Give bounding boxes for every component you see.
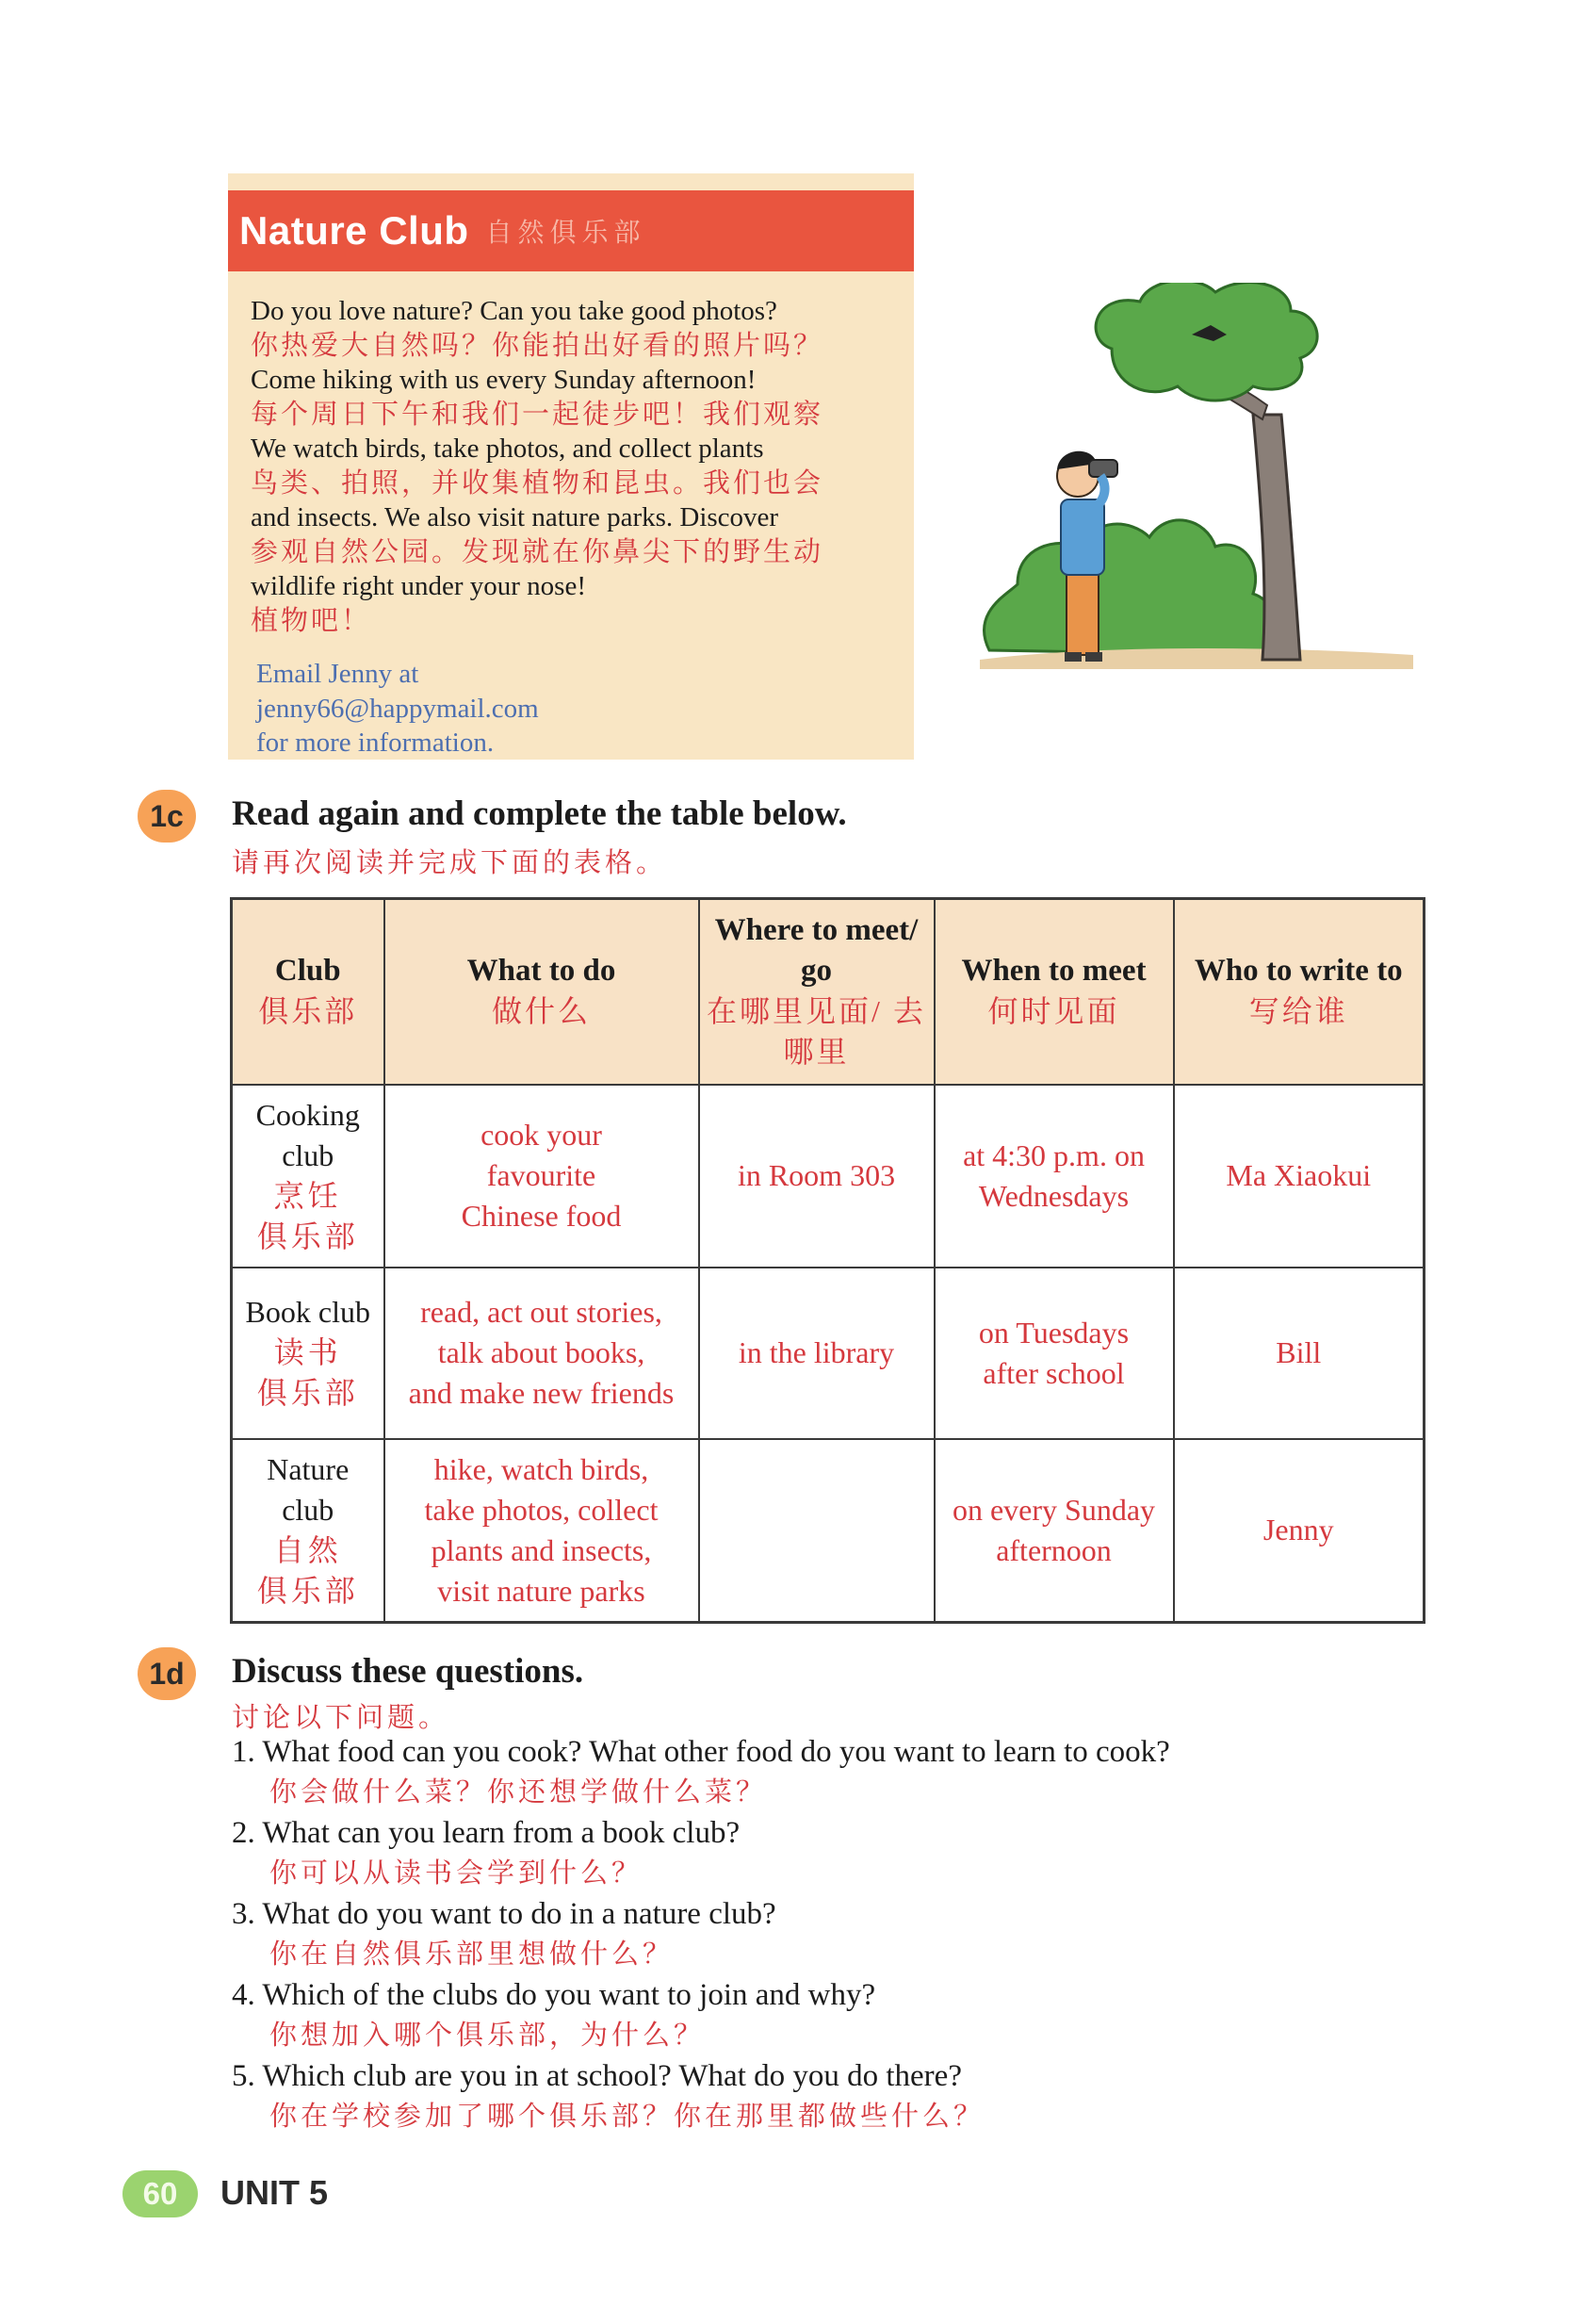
cell-club: Cooking club 烹饪 俱乐部 bbox=[232, 1085, 384, 1268]
question-item bbox=[232, 1732, 1457, 1813]
section-1c-badge: 1c bbox=[138, 790, 196, 843]
clubs-table bbox=[230, 897, 1425, 1624]
card-line: Come hiking with us every Sunday afternoon! bbox=[251, 365, 757, 395]
contact-line: Email Jenny at bbox=[256, 659, 419, 689]
question-text-cn: 你在自然俱乐部里想做什么？ bbox=[269, 1939, 675, 1970]
question-text: 4. Which of the clubs do you want to join and why? bbox=[232, 1978, 876, 2012]
cell-where-empty bbox=[699, 1439, 935, 1623]
header-who: Who to write to 写给谁 bbox=[1174, 899, 1425, 1085]
cell-club: Book club 读书 俱乐部 bbox=[232, 1268, 384, 1439]
section-1d-title: Discuss these questions. bbox=[232, 1652, 584, 1691]
question-item bbox=[232, 1975, 1457, 2056]
card-title-cn: 自然俱乐部 bbox=[485, 219, 646, 248]
card-line-cn: 鸟类、拍照，并收集植物和昆虫。我们也会 bbox=[251, 467, 824, 499]
question-text-cn: 你想加入哪个俱乐部，为什么？ bbox=[269, 2021, 706, 2051]
card-line-cn: 参观自然公园。发现就在你鼻尖下的野生动 bbox=[251, 536, 824, 567]
cell-what: read, act out stories, talk about books, and make new friends bbox=[384, 1268, 699, 1439]
question-item bbox=[232, 2056, 1457, 2137]
card-line-cn: 植物吧！ bbox=[251, 605, 372, 636]
card-line: and insects. We also visit nature parks. Discover bbox=[251, 502, 779, 532]
card-line: wildlife right under your nose! bbox=[251, 571, 586, 601]
section-1d-title-cn: 讨论以下问题。 bbox=[232, 1703, 450, 1733]
cell-what: cook your favourite Chinese food bbox=[384, 1085, 699, 1268]
cell-what: hike, watch birds, take photos, collect plants and insects, visit nature parks bbox=[384, 1439, 699, 1623]
section-1c-title-cn: 请再次阅读并完成下面的表格。 bbox=[232, 848, 668, 878]
section-1c-title: Read again and complete the table below. bbox=[232, 794, 847, 833]
bush-illustration bbox=[984, 520, 1275, 655]
page-number: 60 bbox=[122, 2170, 198, 2217]
question-text-cn: 你会做什么菜？你还想学做什么菜？ bbox=[269, 1777, 768, 1808]
question-text-cn: 你可以从读书会学到什么？ bbox=[269, 1858, 643, 1889]
card-line-cn: 你热爱大自然吗？你能拍出好看的照片吗？ bbox=[251, 330, 824, 361]
card-line-cn: 每个周日下午和我们一起徒步吧！我们观察 bbox=[251, 399, 824, 430]
header-what-to-do: What to do 做什么 bbox=[384, 899, 699, 1085]
header-where: Where to meet/ go 在哪里见面/ 去哪里 bbox=[699, 899, 935, 1085]
header-club: Club 俱乐部 bbox=[232, 899, 384, 1085]
birdwatching-illustration bbox=[980, 283, 1432, 679]
cell-who: Bill bbox=[1174, 1268, 1425, 1439]
cell-where: in the library bbox=[699, 1268, 935, 1439]
header-when: When to meet 何时见面 bbox=[935, 899, 1174, 1085]
card-line: Do you love nature? Can you take good photos? bbox=[251, 296, 777, 326]
table-header-row bbox=[232, 899, 1425, 1085]
table-row bbox=[232, 1085, 1425, 1268]
discussion-questions bbox=[232, 1732, 1457, 2137]
question-text: 3. What do you want to do in a nature club? bbox=[232, 1897, 776, 1931]
card-contact bbox=[228, 657, 914, 761]
unit-label: UNIT 5 bbox=[220, 2173, 329, 2212]
cell-where: in Room 303 bbox=[699, 1085, 935, 1268]
cell-when: on every Sunday afternoon bbox=[935, 1439, 1174, 1623]
cell-who: Ma Xiaokui bbox=[1174, 1085, 1425, 1268]
cell-when: on Tuesdays after school bbox=[935, 1268, 1174, 1439]
cell-club: Nature club 自然 俱乐部 bbox=[232, 1439, 384, 1623]
cell-when: at 4:30 p.m. on Wednesdays bbox=[935, 1085, 1174, 1268]
card-header bbox=[228, 190, 914, 271]
table-row bbox=[232, 1439, 1425, 1623]
question-item bbox=[232, 1813, 1457, 1894]
table-row bbox=[232, 1268, 1425, 1439]
question-text: 5. Which club are you in at school? What do you do there? bbox=[232, 2059, 962, 2093]
nature-club-card bbox=[228, 173, 914, 760]
section-1d-badge: 1d bbox=[138, 1647, 196, 1700]
question-item bbox=[232, 1894, 1457, 1975]
question-text: 2. What can you learn from a book club? bbox=[232, 1816, 741, 1850]
contact-line: for more information. bbox=[256, 728, 495, 758]
card-line: We watch birds, take photos, and collect plants bbox=[251, 434, 764, 464]
contact-email: jenny66@happymail.com bbox=[256, 693, 539, 724]
question-text: 1. What food can you cook? What other food do you want to learn to cook? bbox=[232, 1735, 1170, 1769]
card-body bbox=[228, 271, 914, 638]
question-text-cn: 你在学校参加了哪个俱乐部？你在那里都做些什么？ bbox=[269, 2102, 985, 2132]
card-title: Nature Club bbox=[239, 208, 469, 253]
cell-who: Jenny bbox=[1174, 1439, 1425, 1623]
